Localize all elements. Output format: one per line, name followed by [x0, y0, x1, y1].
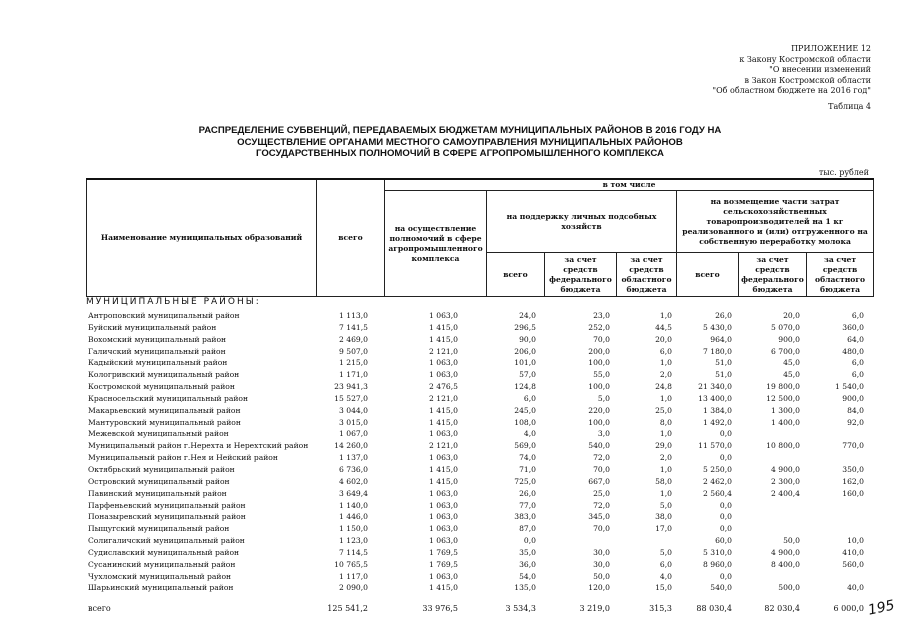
row-cell: 72,0: [593, 500, 610, 510]
row-cell: 2 300,0: [771, 476, 800, 486]
table-number: Таблица 4: [828, 101, 871, 111]
row-cell: 30,0: [593, 547, 610, 557]
row-name: Муниципальный район г.Нерехта и Нерехтский район: [88, 441, 309, 451]
total-row: [86, 603, 873, 615]
row-cell: 1 063,0: [429, 429, 458, 439]
appendix-line: в Закон Костромской области: [744, 75, 871, 85]
row-cell: 296,5: [514, 322, 536, 332]
header-sub-federal: за счет средств федерального бюджета: [545, 253, 617, 297]
row-cell: 10,0: [847, 536, 864, 546]
row-cell: 6,0: [523, 393, 536, 403]
row-cell: 87,0: [519, 524, 536, 534]
row-cell: 124,8: [514, 382, 536, 392]
row-cell: 2 121,0: [429, 346, 458, 356]
row-name: Муниципальный район г.Нея и Нейский район: [88, 453, 278, 463]
row-name: Макарьевский муниципальный район: [88, 405, 241, 415]
row-name: Сусанинский муниципальный район: [88, 559, 236, 569]
row-cell: 220,0: [588, 405, 610, 415]
row-cell: 162,0: [842, 476, 864, 486]
row-cell: 160,0: [842, 488, 864, 498]
header-sub-total: всего: [487, 253, 545, 297]
row-cell: 21 340,0: [698, 382, 732, 392]
row-cell: 12 500,0: [766, 393, 800, 403]
row-cell: 245,0: [514, 405, 536, 415]
row-cell: 51,0: [715, 358, 732, 368]
row-cell: 1 171,0: [339, 370, 368, 380]
row-cell: 50,0: [593, 571, 610, 581]
row-cell: 1 769,5: [429, 559, 458, 569]
table-row: [86, 369, 873, 381]
row-cell: 5 310,0: [703, 547, 732, 557]
total-label: всего: [88, 604, 111, 613]
row-cell: 58,0: [655, 476, 672, 486]
table-row: [86, 582, 873, 594]
row-name: Кологривский муниципальный район: [88, 370, 240, 380]
row-cell: 55,0: [593, 370, 610, 380]
title-line: РАСПРЕДЕЛЕНИЕ СУБВЕНЦИЙ, ПЕРЕДАВАЕМЫХ БЮДЖЕТАМ МУНИЦИПАЛЬНЫХ РАЙОНОВ В 2016 ГОДУ НА: [198, 125, 722, 136]
header-agro: на осуществление полномочий в сфере агропромышленного комплекса: [385, 191, 487, 297]
row-cell: 1 123,0: [339, 536, 368, 546]
row-cell: 252,0: [588, 322, 610, 332]
row-cell: 350,0: [842, 464, 864, 474]
row-cell: 5,0: [659, 547, 672, 557]
table-body: [86, 310, 873, 594]
row-name: Пыщугский муниципальный район: [88, 524, 230, 534]
row-name: Межевской муниципальный район: [88, 429, 229, 439]
header-sub-total2: всего: [677, 253, 739, 297]
row-cell: 900,0: [778, 334, 800, 344]
row-cell: 45,0: [783, 358, 800, 368]
table-row: [86, 393, 873, 405]
table-row: [86, 464, 873, 476]
row-cell: 35,0: [519, 547, 536, 557]
row-cell: 13 400,0: [698, 393, 732, 403]
row-name: Островский муниципальный район: [88, 476, 230, 486]
row-cell: 15 527,0: [334, 393, 368, 403]
header-sub-federal2: за счет средств федерального бюджета: [739, 253, 807, 297]
total-cell: 88 030,4: [696, 604, 732, 613]
row-cell: 1 113,0: [339, 311, 368, 320]
header-sub-regional2: за счет средств областного бюджета: [807, 253, 874, 297]
row-cell: 560,0: [842, 559, 864, 569]
row-cell: 77,0: [519, 500, 536, 510]
row-cell: 50,0: [783, 536, 800, 546]
row-cell: 135,0: [514, 583, 536, 593]
total-cell: 82 030,4: [764, 604, 800, 613]
row-cell: 206,0: [514, 346, 536, 356]
row-cell: 1 415,0: [429, 405, 458, 415]
row-cell: 17,0: [655, 524, 672, 534]
total-cell: 6 000,0: [833, 604, 864, 613]
row-cell: 345,0: [588, 512, 610, 522]
row-cell: 1 063,0: [429, 311, 458, 320]
row-name: Костромской муниципальный район: [88, 382, 235, 392]
row-cell: 0,0: [719, 524, 732, 534]
row-cell: 1 540,0: [835, 382, 864, 392]
title-line: ГОСУДАРСТВЕННЫХ ПОЛНОМОЧИЙ В СФЕРЕ АГРОПРОМЫШЛЕННОГО КОМПЛЕКСА: [256, 148, 664, 159]
row-cell: 0,0: [719, 512, 732, 522]
row-name: Мантуровский муниципальный район: [88, 417, 241, 427]
row-cell: 8,0: [659, 417, 672, 427]
row-cell: 900,0: [842, 393, 864, 403]
row-cell: 6,0: [659, 559, 672, 569]
row-cell: 1 446,0: [339, 512, 368, 522]
row-cell: 7 180,0: [703, 346, 732, 356]
row-cell: 2 560,4: [703, 488, 732, 498]
row-cell: 1 150,0: [339, 524, 368, 534]
table-row: [86, 511, 873, 523]
row-name: Красносельский муниципальный район: [88, 393, 249, 403]
row-cell: 1,0: [659, 358, 672, 368]
row-cell: 1 063,0: [429, 536, 458, 546]
row-cell: 1 063,0: [429, 453, 458, 463]
row-cell: 1 117,0: [339, 571, 368, 581]
table-row: [86, 381, 873, 393]
row-cell: 3 015,0: [339, 417, 368, 427]
row-cell: 4 900,0: [771, 547, 800, 557]
row-cell: 70,0: [593, 524, 610, 534]
row-name: Чухломский муниципальный район: [88, 571, 232, 581]
table-row: [86, 440, 873, 452]
row-cell: 5 250,0: [703, 464, 732, 474]
row-cell: 23 941,3: [334, 382, 368, 392]
row-cell: 25,0: [655, 405, 672, 415]
row-cell: 2 469,0: [339, 334, 368, 344]
row-name: Антроповский муниципальный район: [88, 311, 240, 320]
row-cell: 6 736,0: [339, 464, 368, 474]
row-cell: 71,0: [519, 464, 536, 474]
total-cell: 3 534,3: [505, 604, 536, 613]
row-cell: 92,0: [847, 417, 864, 427]
appendix-title: ПРИЛОЖЕНИЕ 12: [791, 44, 871, 53]
row-cell: 0,0: [719, 453, 732, 463]
row-cell: 1 769,5: [429, 547, 458, 557]
row-cell: 3,0: [597, 429, 610, 439]
row-cell: 100,0: [588, 382, 610, 392]
row-cell: 1 140,0: [339, 500, 368, 510]
document-title: [150, 125, 770, 160]
row-cell: 25,0: [593, 488, 610, 498]
row-cell: 667,0: [588, 476, 610, 486]
row-cell: 6,0: [851, 370, 864, 380]
row-cell: 26,0: [519, 488, 536, 498]
row-name: Поназыревский муниципальный район: [88, 512, 246, 522]
row-cell: 383,0: [514, 512, 536, 522]
row-cell: 84,0: [847, 405, 864, 415]
row-cell: 480,0: [842, 346, 864, 356]
row-cell: 1 415,0: [429, 334, 458, 344]
row-cell: 3 649,4: [339, 488, 368, 498]
row-cell: 2 090,0: [339, 583, 368, 593]
total-cell: 125 541,2: [327, 604, 368, 613]
table-row: [86, 322, 873, 334]
row-cell: 90,0: [519, 334, 536, 344]
row-cell: 1 415,0: [429, 464, 458, 474]
row-name: Октябрьский муниципальный район: [88, 464, 235, 474]
row-cell: 2 400,4: [771, 488, 800, 498]
header-total: всего: [317, 179, 385, 297]
row-cell: 74,0: [519, 453, 536, 463]
row-cell: 1 492,0: [703, 417, 732, 427]
header-name: Наименование муниципальных образований: [87, 179, 317, 297]
row-cell: 2 462,0: [703, 476, 732, 486]
row-cell: 70,0: [593, 464, 610, 474]
appendix-block: [712, 44, 871, 112]
row-cell: 51,0: [715, 370, 732, 380]
row-cell: 1 300,0: [771, 405, 800, 415]
row-cell: 1 063,0: [429, 370, 458, 380]
row-cell: 9 507,0: [339, 346, 368, 356]
table-row: [86, 346, 873, 358]
row-cell: 19 800,0: [766, 382, 800, 392]
row-cell: 1 415,0: [429, 417, 458, 427]
appendix-line: "Об областном бюджете на 2016 год": [712, 86, 871, 95]
table-row: [86, 500, 873, 512]
row-cell: 1,0: [659, 464, 672, 474]
row-name: Буйский муниципальный район: [88, 322, 217, 332]
row-name: Солигаличский муниципальный район: [88, 536, 245, 546]
row-cell: 20,0: [783, 311, 800, 320]
row-cell: 1 063,0: [429, 500, 458, 510]
row-cell: 200,0: [588, 346, 610, 356]
row-cell: 60,0: [715, 536, 732, 546]
row-cell: 6,0: [851, 358, 864, 368]
row-cell: 1 415,0: [429, 322, 458, 332]
appendix-line: "О внесении изменений: [769, 65, 871, 74]
table-row: [86, 405, 873, 417]
row-cell: 725,0: [514, 476, 536, 486]
row-cell: 0,0: [719, 500, 732, 510]
row-cell: 120,0: [588, 583, 610, 593]
header-sub-regional: за счет средств областного бюджета: [617, 253, 677, 297]
row-cell: 1 063,0: [429, 512, 458, 522]
row-cell: 15,0: [655, 583, 672, 593]
table-row: [86, 417, 873, 429]
table-header: [86, 178, 874, 297]
row-cell: 2 121,0: [429, 441, 458, 451]
row-cell: 6,0: [659, 346, 672, 356]
row-cell: 57,0: [519, 370, 536, 380]
row-name: Павинский муниципальный район: [88, 488, 227, 498]
row-name: Вохомский муниципальный район: [88, 334, 227, 344]
row-cell: 54,0: [519, 571, 536, 581]
title-line: ОСУЩЕСТВЛЕНИЕ ОРГАНАМИ МЕСТНОГО САМОУПРАВЛЕНИЯ МУНИЦИПАЛЬНЫХ РАЙОНОВ: [237, 136, 683, 148]
row-cell: 1,0: [659, 429, 672, 439]
table-row: [86, 488, 873, 500]
section-label: МУНИЦИПАЛЬНЫЕ РАЙОНЫ:: [86, 297, 261, 307]
row-cell: 540,0: [588, 441, 610, 451]
row-cell: 11 570,0: [698, 441, 732, 451]
row-cell: 4,0: [523, 429, 536, 439]
row-cell: 8 960,0: [703, 559, 732, 569]
row-cell: 10 765,5: [334, 559, 368, 569]
row-cell: 5,0: [597, 393, 610, 403]
row-cell: 0,0: [719, 429, 732, 439]
row-cell: 1 063,0: [429, 488, 458, 498]
row-cell: 1 215,0: [339, 358, 368, 368]
row-cell: 101,0: [514, 358, 536, 368]
table-row: [86, 559, 873, 571]
row-cell: 108,0: [514, 417, 536, 427]
table-row: [86, 571, 873, 583]
row-cell: 1 063,0: [429, 571, 458, 581]
row-name: Парфеньевский муниципальный район: [88, 500, 246, 510]
row-name: Судиславский муниципальный район: [88, 547, 240, 557]
table-row: [86, 547, 873, 559]
row-cell: 45,0: [783, 370, 800, 380]
row-cell: 64,0: [847, 334, 864, 344]
row-cell: 3 044,0: [339, 405, 368, 415]
row-cell: 2,0: [659, 453, 672, 463]
table-row: [86, 428, 873, 440]
row-cell: 38,0: [655, 512, 672, 522]
row-cell: 540,0: [710, 583, 732, 593]
row-cell: 1 415,0: [429, 476, 458, 486]
row-name: Кадыйский муниципальный район: [88, 358, 228, 368]
row-cell: 0,0: [719, 571, 732, 581]
appendix-line: к Закону Костромской области: [739, 54, 871, 64]
row-cell: 1 063,0: [429, 524, 458, 534]
row-cell: 5 070,0: [771, 322, 800, 332]
row-cell: 24,0: [519, 311, 536, 320]
table-row: [86, 334, 873, 346]
row-cell: 1 067,0: [339, 429, 368, 439]
table-row: [86, 476, 873, 488]
row-cell: 4,0: [659, 571, 672, 581]
row-cell: 6 700,0: [771, 346, 800, 356]
total-cell: 33 976,5: [422, 604, 458, 613]
row-cell: 1,0: [659, 488, 672, 498]
row-cell: 360,0: [842, 322, 864, 332]
units-label: тыс. рублей: [818, 168, 869, 177]
row-cell: 24,8: [655, 382, 672, 392]
row-cell: 410,0: [842, 547, 864, 557]
row-cell: 2 476,5: [429, 382, 458, 392]
table-row: [86, 452, 873, 464]
row-cell: 20,0: [655, 334, 672, 344]
row-cell: 1,0: [659, 311, 672, 320]
row-cell: 23,0: [593, 311, 610, 320]
row-cell: 6,0: [851, 311, 864, 320]
row-cell: 2,0: [659, 370, 672, 380]
row-cell: 7 114,5: [339, 547, 368, 557]
header-in-that: в том числе: [385, 179, 874, 191]
table-row: [86, 310, 873, 322]
row-cell: 964,0: [710, 334, 732, 344]
row-cell: 1 384,0: [703, 405, 732, 415]
row-cell: 770,0: [842, 441, 864, 451]
row-cell: 36,0: [519, 559, 536, 569]
row-cell: 569,0: [514, 441, 536, 451]
row-cell: 30,0: [593, 559, 610, 569]
row-cell: 40,0: [847, 583, 864, 593]
row-cell: 5 430,0: [703, 322, 732, 332]
row-cell: 8 400,0: [771, 559, 800, 569]
header-personal: на поддержку личных подсобных хозяйств: [487, 191, 677, 253]
table-row: [86, 523, 873, 535]
table-row: [86, 357, 873, 369]
row-cell: 100,0: [588, 358, 610, 368]
row-name: Галичский муниципальный район: [88, 346, 226, 356]
row-cell: 1 137,0: [339, 453, 368, 463]
row-cell: 4 602,0: [339, 476, 368, 486]
row-cell: 1,0: [659, 393, 672, 403]
row-cell: 29,0: [655, 441, 672, 451]
row-cell: 1 400,0: [771, 417, 800, 427]
row-cell: 26,0: [715, 311, 732, 320]
header-compensation: на возмещение части затрат сельскохозяйственных товаропроизводителей на 1 кг реализованного и (или) отгруженного на собственную переработку молока: [677, 191, 874, 253]
row-cell: 100,0: [588, 417, 610, 427]
row-cell: 5,0: [659, 500, 672, 510]
row-cell: 7 141,5: [339, 322, 368, 332]
row-cell: 2 121,0: [429, 393, 458, 403]
row-cell: 14 260,0: [334, 441, 368, 451]
row-cell: 70,0: [593, 334, 610, 344]
row-name: Шарьинский муниципальный район: [88, 583, 234, 593]
row-cell: 500,0: [778, 583, 800, 593]
row-cell: 0,0: [523, 536, 536, 546]
row-cell: 4 900,0: [771, 464, 800, 474]
total-cell: 3 219,0: [579, 604, 610, 613]
row-cell: 10 800,0: [766, 441, 800, 451]
page-number: 195: [866, 597, 897, 619]
row-cell: 72,0: [593, 453, 610, 463]
row-cell: 44,5: [655, 322, 672, 332]
total-cell: 315,3: [649, 604, 672, 613]
row-cell: 1 063,0: [429, 358, 458, 368]
row-cell: 1 415,0: [429, 583, 458, 593]
table-row: [86, 535, 873, 547]
